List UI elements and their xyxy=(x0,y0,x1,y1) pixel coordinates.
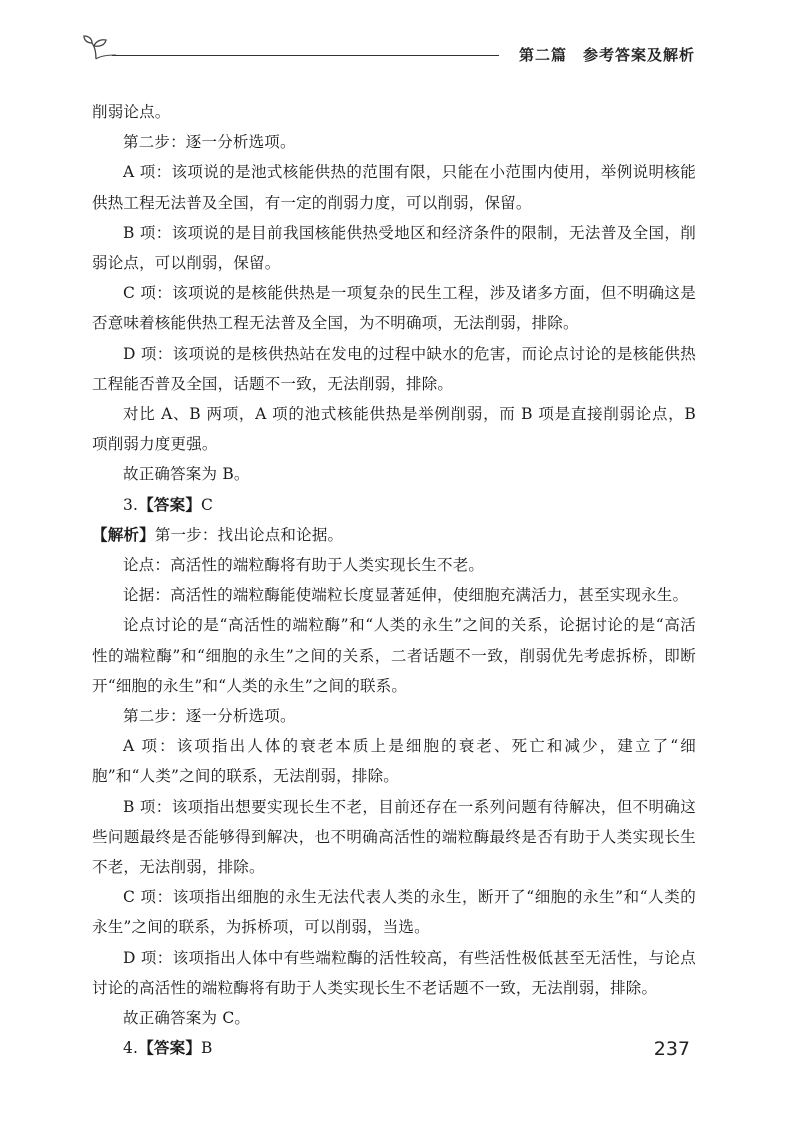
running-header xyxy=(82,32,695,62)
paragraph: 论点讨论的是“高活性的端粒酶”和“人类的永生”之间的关系，论据讨论的是“高活性的端粒酶”和“细胞的永生”之间的关系，二者话题不一致，削弱优先考虑拆桥，即断开“细胞的永生”和“人类的永生”之间的联系。 xyxy=(92,616,696,695)
paragraph: 论据：高活性的端粒酶能使端粒长度显著延伸，使细胞充满活力，甚至实现永生。 xyxy=(123,586,689,605)
paragraph: 论点：高活性的端粒酶将有助于人类实现长生不老。 xyxy=(123,556,485,575)
paragraph: D 项：该项说的是核供热站在发电的过程中缺水的危害，而论点讨论的是核能供热工程能否普及全国，话题不一致，无法削弱，排除。 xyxy=(92,344,696,393)
q3-answer: C xyxy=(201,495,214,514)
paragraph: B 项：该项说的是目前我国核能供热受地区和经济条件的限制，无法普及全国，削弱论点，可以削弱，保留。 xyxy=(92,223,696,273)
paragraph: 第二步：逐一分析选项。 xyxy=(123,133,296,152)
q4-answer-line xyxy=(92,1033,696,1063)
header-section: 参考答案及解析 xyxy=(582,46,695,64)
page-number: 237 xyxy=(653,1038,690,1060)
paragraph: 对比 A、B 两项，A 项的池式核能供热是举例削弱，而 B 项是直接削弱论点，B 项削弱力度更强。 xyxy=(92,405,696,454)
left-bracket-glyph: 【 xyxy=(138,495,154,514)
q3-analysis-first: 第一步：找出论点和论据。 xyxy=(154,525,344,544)
paragraph: B 项：该项指出想要实现长生不老，目前还存在一系列问题有待解决，但不明确这些问题最终是否能够得到解决，也不明确高活性的端粒酶最终是否有助于人类实现长生不老，无法削弱，排除。 xyxy=(92,797,696,877)
header-title xyxy=(519,44,695,65)
page-body xyxy=(92,97,696,1064)
paragraph: C 项：该项说的是核能供热是一项复杂的民生工程，涉及诸多方面，但不明确这是否意味着核能供热工程无法普及全国，为不明确项，无法削弱，排除。 xyxy=(92,284,696,333)
paragraph: 第二步：逐一分析选项。 xyxy=(123,707,296,726)
q3-analysis-label: 解析 xyxy=(107,525,140,544)
paragraph: C 项：该项指出细胞的永生无法代表人类的永生，断开了“细胞的永生”和“人类的永生”之间的联系，为拆桥项，可以削弱，当选。 xyxy=(92,888,696,937)
header-rule xyxy=(112,55,499,56)
paragraph: A 项：该项说的是池式核能供热的范围有限，只能在小范围内使用，举例说明核能供热工程无法普及全国，有一定的削弱力度，可以削弱，保留。 xyxy=(92,163,696,212)
paragraph: 故正确答案为 C。 xyxy=(123,1009,251,1028)
q3-number: 3. xyxy=(123,495,139,514)
q4-number: 4. xyxy=(123,1039,139,1058)
paragraph: 削弱论点。 xyxy=(92,103,171,121)
paragraph: 故正确答案为 B。 xyxy=(123,465,250,484)
left-bracket-glyph: 【 xyxy=(92,525,108,544)
sprout-icon xyxy=(82,32,116,62)
right-bracket-glyph: 】 xyxy=(139,525,155,544)
q3-analysis-line xyxy=(92,520,696,550)
q4-answer: B xyxy=(201,1039,213,1058)
q3-answer-label: 答案 xyxy=(153,495,186,514)
paragraph: A 项：该项指出人体的衰老本质上是细胞的衰老、死亡和减少，建立了“细胞”和“人类”之间的联系，无法削弱，排除。 xyxy=(92,737,696,786)
paragraph: D 项：该项指出人体中有些端粒酶的活性较高，有些活性极低甚至无活性，与论点讨论的高活性的端粒酶将有助于人类实现长生不老话题不一致，无法削弱，排除。 xyxy=(92,948,696,997)
right-bracket-glyph: 】 xyxy=(185,1039,202,1058)
q4-answer-label: 答案 xyxy=(153,1039,186,1058)
left-bracket-glyph: 【 xyxy=(138,1039,154,1058)
header-part: 第二篇 xyxy=(518,46,567,64)
right-bracket-glyph: 】 xyxy=(185,495,202,514)
q3-answer-line xyxy=(92,490,696,520)
